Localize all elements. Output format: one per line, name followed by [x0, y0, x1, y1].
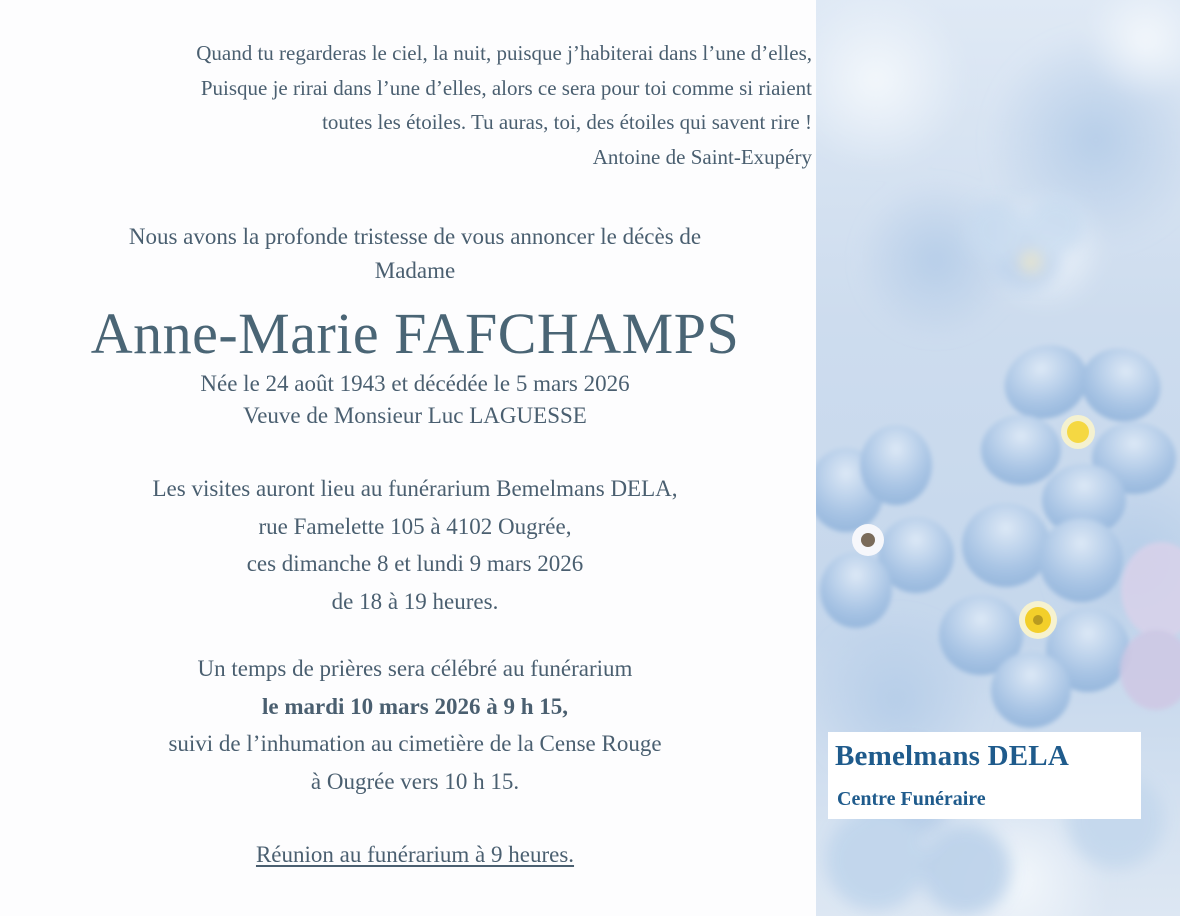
quote-author: Antoine de Saint-Exupéry [592, 144, 812, 169]
life-details [0, 368, 830, 432]
quote-line: Puisque je rirai dans l’une d’elles, alors ce sera pour toi comme si riaient [200, 75, 812, 100]
visits-line: Les visites auront lieu au funérarium Bemelmans DELA, [152, 476, 678, 501]
company-logo [828, 732, 1141, 819]
prayers-line: Un temps de prières sera célébré au funérarium [197, 656, 633, 681]
logo-title: Bemelmans DELA [835, 740, 1069, 772]
quote-line: toutes les étoiles. Tu auras, toi, des étoiles qui savent rire ! [322, 110, 812, 134]
quote-line: Quand tu regarderas le ciel, la nuit, puisque j’habiterai dans l’une d’elles, [196, 41, 812, 65]
logo-subtitle: Centre Funéraire [837, 788, 986, 810]
title-madame: Madame [374, 258, 456, 283]
prayers-block [0, 650, 830, 800]
deceased-name: Anne-Marie FAFCHAMPS [90, 301, 740, 366]
meeting-text: Réunion au funérarium à 9 heures. [255, 842, 575, 867]
birth-death-dates: Née le 24 août 1943 et décédée le 5 mars 2026 [200, 371, 630, 396]
burial-line: suivi de l’inhumation au cimetière de la Cense Rouge [168, 731, 662, 756]
prayers-date: le mardi 10 mars 2026 à 9 h 15, [261, 693, 568, 719]
visits-block [0, 470, 830, 620]
visits-address: rue Famelette 105 à 4102 Ougrée, [258, 513, 572, 539]
widow-of: Veuve de Monsieur Luc LAGUESSE [243, 403, 587, 428]
visits-hours: de 18 à 19 heures. [331, 588, 499, 614]
visits-days: ces dimanche 8 et lundi 9 mars 2026 [246, 551, 584, 576]
meeting-note [0, 838, 830, 872]
quote-block [20, 36, 812, 174]
burial-time: à Ougrée vers 10 h 15. [310, 768, 520, 794]
announcement-intro [0, 220, 830, 288]
intro-line: Nous avons la profonde tristesse de vous annoncer le décès de [128, 224, 702, 249]
